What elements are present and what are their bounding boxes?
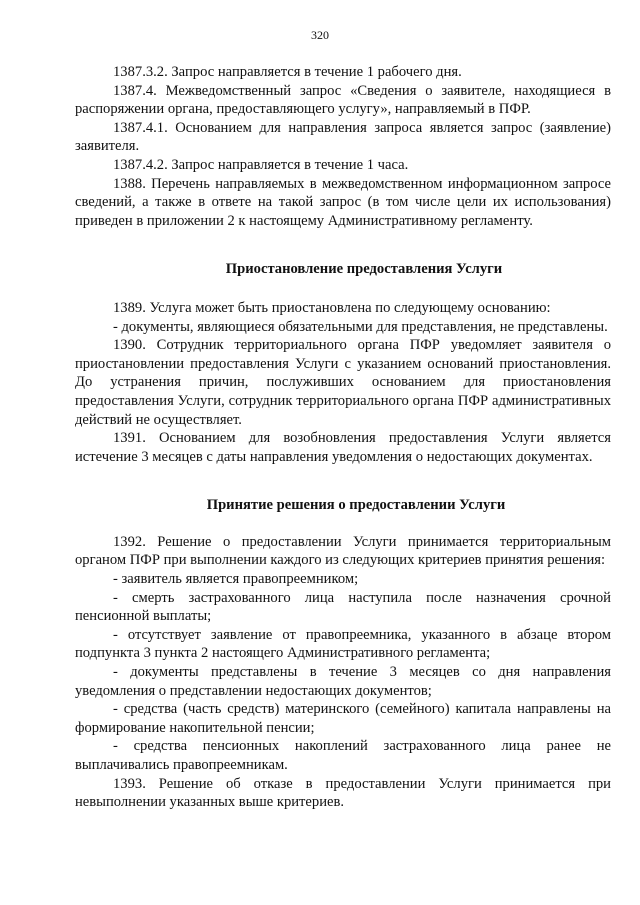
paragraph-1392: 1392. Решение о предоставлении Услуги принимается территориальным органом ПФР при выполнении каждого из следующих критериев принятия решения: [75, 533, 611, 569]
section-heading-suspension: Приостановление предоставления Услуги [225, 261, 503, 278]
criterion-item: - заявитель является правопреемником; [113, 571, 359, 588]
document-body [75, 63, 611, 812]
paragraph-1389: 1389. Услуга может быть приостановлена по следующему основанию: [113, 299, 551, 316]
paragraph-1391: 1391. Основанием для возобновления предоставления Услуги является истечение 3 месяцев с даты направления уведомления о недостающих документах. [75, 430, 611, 465]
criterion-item: - средства пенсионных накоплений застрахованного лица ранее не выплачивались правопреемникам. [75, 738, 611, 773]
criterion-item: - отсутствует заявление от правопреемника, указанного в абзаце втором подпункта 3 пункта 2 настоящего Административного регламента; [75, 626, 611, 662]
paragraph-1389-item: - документы, являющиеся обязательными для представления, не представлены. [113, 318, 608, 335]
paragraph-1387-4-1: 1387.4.1. Основанием для направления запроса является запрос (заявление) заявителя. [75, 119, 611, 155]
paragraph-1387-4: 1387.4. Межведомственный запрос «Сведения о заявителе, находящиеся в распоряжении органа, предоставляющего услугу», направляемый в ПФР. [75, 82, 611, 118]
paragraph-1387-4-2: 1387.4.2. Запрос направляется в течение 1 часа. [113, 156, 409, 173]
paragraph-1387-3-2: 1387.3.2. Запрос направляется в течение 1 рабочего дня. [113, 64, 462, 80]
section-heading-decision: Принятие решения о предоставлении Услуги [206, 497, 506, 514]
criterion-item: - средства (часть средств) материнского (семейного) капитала направлены на формирование накопительной пенсии; [75, 701, 611, 736]
criterion-item: - документы представлены в течение 3 месяцев со дня направления уведомления о представлении недостающих документов; [75, 664, 611, 699]
page-number: 320 [311, 28, 329, 42]
paragraph-1393: 1393. Решение об отказе в предоставлении Услуги принимается при невыполнении указанных выше критериев. [75, 775, 611, 811]
paragraph-1388: 1388. Перечень направляемых в межведомственном информационном запросе сведений, а также в ответе на такой запрос (в том числе цели их использования) приведен в приложении 2 к настоящему Административному регламенту. [75, 175, 611, 229]
criterion-item: - смерть застрахованного лица наступила после назначения срочной пенсионной выплаты; [75, 589, 611, 625]
paragraph-1390: 1390. Сотрудник территориального органа ПФР уведомляет заявителя о приостановлении предоставления Услуги с указанием оснований приостановления. До устранения причин, послуживших основанием для приостановления предоставления Услуги, сотрудник территориального органа ПФР административных действий не осуществляет. [75, 337, 611, 428]
